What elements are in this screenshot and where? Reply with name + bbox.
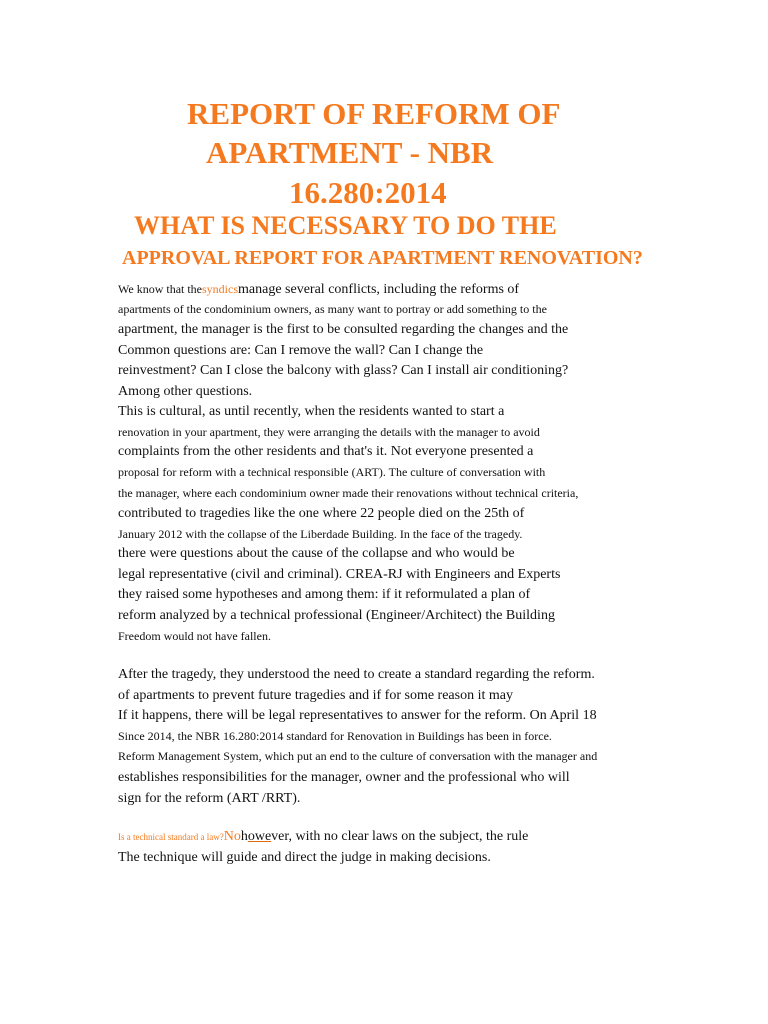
title-line-3: 16.280:2014 <box>289 175 447 210</box>
paragraph-1-line-10: proposal for reform with a technical responsible (ART). The culture of conversation with <box>118 465 546 479</box>
paragraph-1-line-5: reinvestment? Can I close the balcony with glass? Can I install air conditioning? <box>118 363 569 378</box>
paragraph-1-line-15: legal representative (civil and criminal). CREA-RJ with Engineers and Experts <box>118 567 561 582</box>
paragraph-2-line-3: If it happens, there will be legal representatives to answer for the reform. On April 18 <box>118 708 597 723</box>
paragraph-1-line-11: the manager, where each condominium owner made their renovations without technical criteria, <box>118 486 579 500</box>
paragraph-1-line-2: apartments of the condominium owners, as many want to portray or add something to the <box>118 302 547 316</box>
paragraph-1-line-6: Among other questions. <box>118 384 253 399</box>
paragraph-1-line-12: contributed to tragedies like the one where 22 people died on the 25th of <box>118 506 525 521</box>
text-fragment: manage several conflicts, including the reforms of <box>238 282 520 297</box>
paragraph-1-line-7: This is cultural, as until recently, when the residents wanted to start a <box>118 404 505 419</box>
underlined-fragment: owe <box>247 829 272 844</box>
paragraph-2-line-2: of apartments to prevent future tragedies and if for some reason it may <box>118 688 513 703</box>
paragraph-2-line-1: After the tragedy, they understood the need to create a standard regarding the reform. <box>118 667 595 682</box>
paragraph-1-line-14: there were questions about the cause of the collapse and who would be <box>118 546 515 561</box>
paragraph-1-line-13: January 2012 with the collapse of the Liberdade Building. In the face of the tragedy. <box>118 527 523 541</box>
title-line-2: APARTMENT - NBR <box>206 135 494 170</box>
paragraph-1-line-1 <box>118 281 519 299</box>
question-text: Is a technical standard a law? <box>118 832 224 842</box>
text-fragment: We know that the <box>118 282 203 296</box>
paragraph-1-line-17: reform analyzed by a technical professional (Engineer/Architect) the Building <box>118 608 555 623</box>
paragraph-1-line-18: Freedom would not have fallen. <box>118 629 271 643</box>
paragraph-1-line-9: complaints from the other residents and that's it. Not everyone presented a <box>118 444 534 459</box>
subtitle-line-2: APPROVAL REPORT FOR APARTMENT RENOVATION? <box>122 247 643 269</box>
paragraph-2-line-6: establishes responsibilities for the manager, owner and the professional who will <box>118 770 570 785</box>
paragraph-1-line-3: apartment, the manager is the first to be consulted regarding the changes and the <box>118 322 569 337</box>
paragraph-1-line-4: Common questions are: Can I remove the wall? Can I change the <box>118 343 484 358</box>
title-line-1: REPORT OF REFORM OF <box>187 96 561 131</box>
paragraph-3-line-1 <box>118 828 528 846</box>
paragraph-2-line-7: sign for the reform (ART /RRT). <box>118 791 301 806</box>
paragraph-2-line-4: Since 2014, the NBR 16.280:2014 standard for Renovation in Buildings has been in force. <box>118 729 552 743</box>
text-fragment: h <box>240 829 248 844</box>
subtitle-line-1: WHAT IS NECESSARY TO DO THE <box>134 211 557 240</box>
paragraph-3-line-2: The technique will guide and direct the judge in making decisions. <box>118 850 491 865</box>
paragraph-2-line-5: Reform Management System, which put an end to the culture of conversation with the manager and <box>118 749 598 763</box>
text-fragment: ver, with no clear laws on the subject, the rule <box>271 829 529 844</box>
answer-text: No <box>223 829 241 844</box>
syndics-link[interactable]: syndics <box>202 282 239 296</box>
paragraph-1-line-16: they raised some hypotheses and among them: if it reformulated a plan of <box>118 587 531 602</box>
paragraph-1-line-8: renovation in your apartment, they were arranging the details with the manager to avoid <box>118 425 540 439</box>
